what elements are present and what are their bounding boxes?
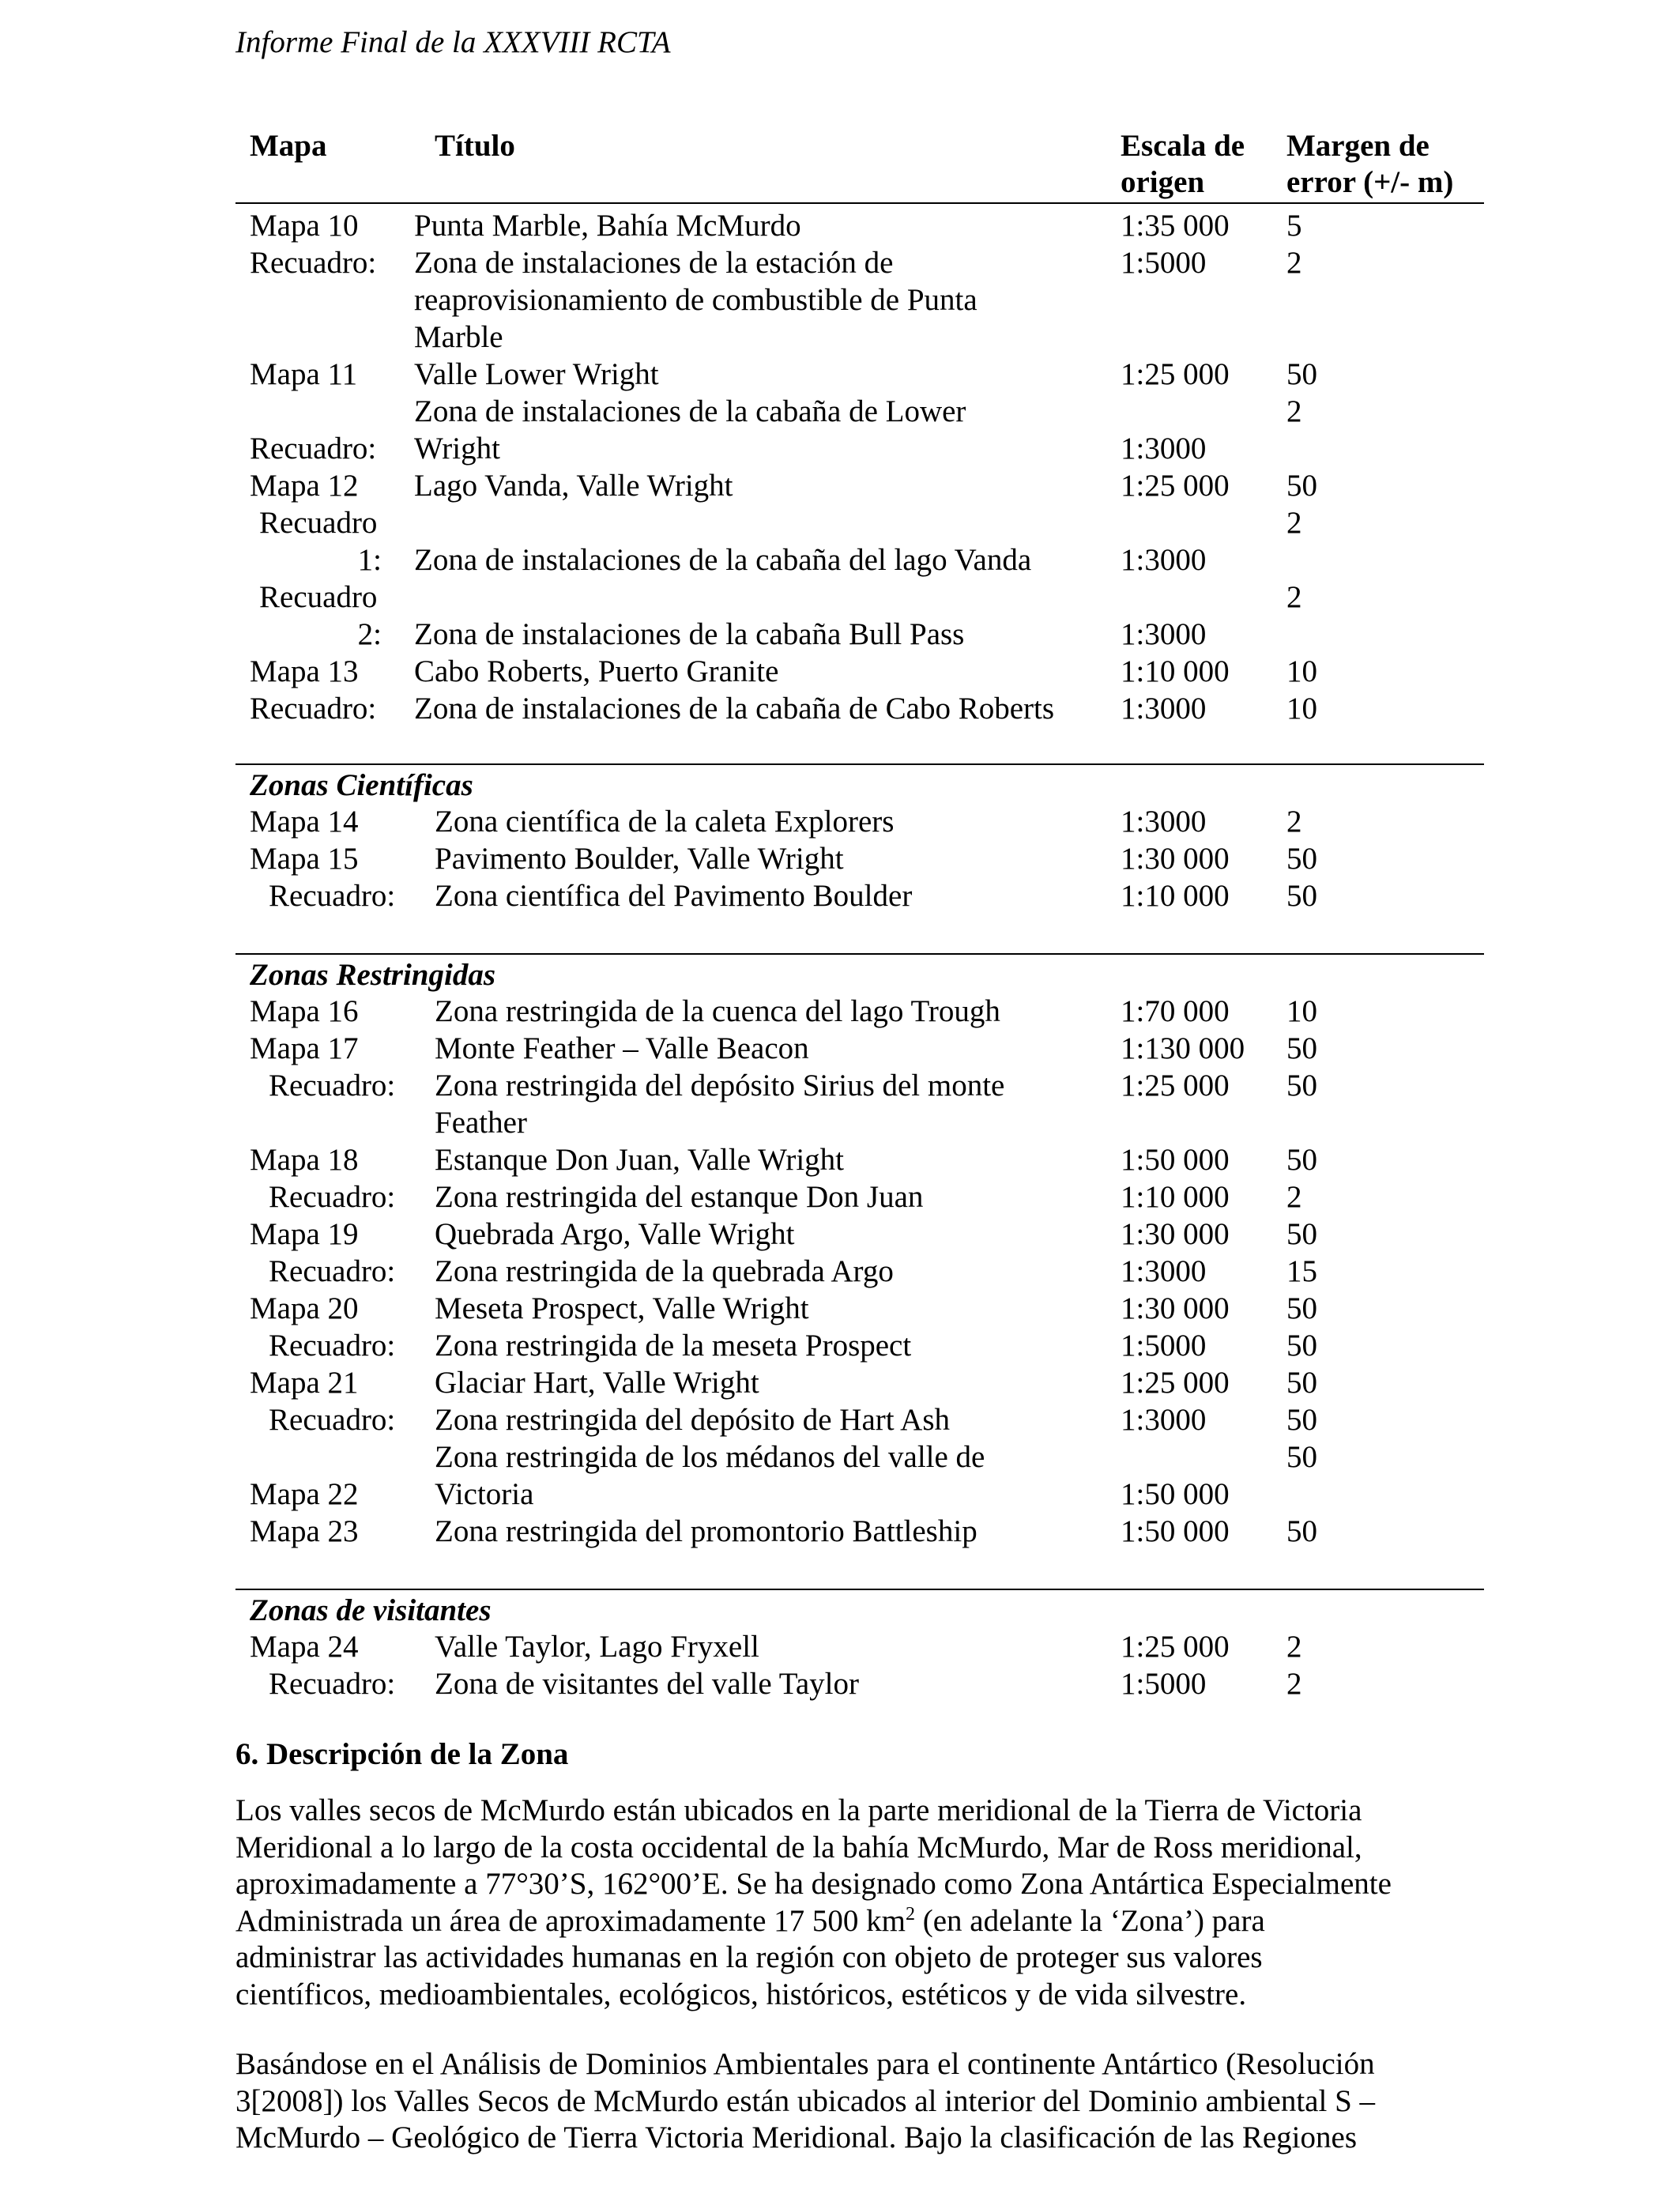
error-cell: 2 [1286, 394, 1302, 428]
scale-cell: 1:3000 [1121, 543, 1207, 577]
paragraph-line: Basándose en el Análisis de Dominios Ambientales para el continente Antártico (Resolución [235, 2047, 1375, 2081]
title-cell: Pavimento Boulder, Valle Wright [435, 842, 844, 876]
map-cell: Mapa 19 [250, 1217, 359, 1251]
title-cell: Punta Marble, Bahía McMurdo [414, 209, 801, 243]
map-cell: Mapa 17 [250, 1031, 359, 1065]
title-cell: Zona de instalaciones de la cabaña Bull Pass [414, 617, 965, 651]
scale-cell: 1:3000 [1121, 805, 1207, 839]
superscript: 2 [905, 1903, 915, 1924]
title-cell: Meseta Prospect, Valle Wright [435, 1291, 809, 1325]
paragraph-1 [235, 1793, 1484, 2013]
paragraph-line: científicos, medioambientales, ecológicos, históricos, estéticos y de vida silvestre. [235, 1977, 1247, 2011]
map-cell: Recuadro: [269, 1329, 396, 1363]
title-cell: Valle Taylor, Lago Fryxell [435, 1630, 759, 1664]
error-cell: 15 [1286, 1254, 1317, 1288]
section-title: Zonas Restringidas [250, 958, 495, 992]
map-cell: 1: [357, 543, 382, 577]
map-cell: Mapa 12 [250, 469, 359, 503]
map-cell: Recuadro [259, 580, 378, 614]
scale-cell: 1:30 000 [1121, 842, 1230, 876]
map-cell: Mapa 10 [250, 209, 359, 243]
scale-cell: 1:50 000 [1121, 1143, 1230, 1177]
error-cell: 50 [1286, 1031, 1317, 1065]
error-cell: 2 [1286, 1630, 1302, 1664]
paragraph-line: aproximadamente a 77°30’S, 162°00’E. Se ha designado como Zona Antártica Especialmente [235, 1867, 1392, 1901]
error-cell: 2 [1286, 506, 1302, 540]
section-title: Zonas Científicas [250, 768, 473, 802]
col-header-margen [1286, 128, 1453, 201]
paragraph-line: McMurdo – Geológico de Tierra Victoria Meridional. Bajo la clasificación de las Regiones [235, 2120, 1358, 2154]
scale-cell: 1:3000 [1121, 432, 1207, 466]
error-cell: 50 [1286, 842, 1317, 876]
title-cell: Zona restringida del depósito Sirius del monte [435, 1069, 1005, 1103]
header-rule [235, 202, 1484, 204]
title-cell: Zona restringida del promontorio Battleship [435, 1514, 977, 1548]
map-cell: Recuadro [259, 506, 378, 540]
title-cell: Victoria [435, 1477, 534, 1511]
map-cell: Recuadro: [250, 246, 377, 280]
title-cell: Quebrada Argo, Valle Wright [435, 1217, 795, 1251]
map-cell: Mapa 18 [250, 1143, 359, 1177]
map-cell: Recuadro: [269, 1069, 396, 1103]
title-cell: Zona de instalaciones de la cabaña del lago Vanda [414, 543, 1032, 577]
map-cell: Mapa 23 [250, 1514, 359, 1548]
title-cell: reaprovisionamiento de combustible de Punta [414, 283, 977, 317]
col-header-mapa: Mapa [250, 129, 327, 163]
error-cell: 50 [1286, 879, 1317, 913]
scale-cell: 1:5000 [1121, 1329, 1207, 1363]
title-cell: Zona científica de la caleta Explorers [435, 805, 895, 839]
error-cell: 50 [1286, 1403, 1317, 1437]
scale-cell: 1:130 000 [1121, 1031, 1245, 1065]
title-cell: Glaciar Hart, Valle Wright [435, 1366, 759, 1400]
map-cell: Mapa 20 [250, 1291, 359, 1325]
scale-cell: 1:35 000 [1121, 209, 1230, 243]
scale-cell: 1:25 000 [1121, 357, 1230, 391]
section-heading: 6. Descripción de la Zona [235, 1737, 569, 1771]
error-cell: 2 [1286, 1180, 1302, 1214]
title-cell: Zona de instalaciones de la cabaña de Cabo Roberts [414, 692, 1055, 726]
paragraph-line [235, 1903, 1484, 1940]
map-cell: Mapa 13 [250, 654, 359, 688]
scale-cell: 1:25 000 [1121, 1630, 1230, 1664]
section-rule [235, 1589, 1484, 1590]
title-cell: Zona de instalaciones de la estación de [414, 246, 894, 280]
running-header: Informe Final de la XXXVIII RCTA [235, 25, 671, 59]
error-cell: 50 [1286, 1366, 1317, 1400]
col-header-escala-line2: origen [1121, 165, 1205, 199]
paragraph-line: Meridional a lo largo de la costa occidental de la bahía McMurdo, Mar de Ross meridional, [235, 1830, 1362, 1864]
title-cell: Monte Feather – Valle Beacon [435, 1031, 809, 1065]
paragraph-2 [235, 2046, 1484, 2157]
scale-cell: 1:3000 [1121, 1254, 1207, 1288]
paragraph-text: Administrada un área de aproximadamente 17 500 km [235, 1903, 906, 1938]
paragraph-line: administrar las actividades humanas en la región con objeto de proteger sus valores [235, 1940, 1263, 1974]
paragraph-text: (en adelante la ‘Zona’) para [914, 1903, 1265, 1938]
map-cell: Mapa 21 [250, 1366, 359, 1400]
map-cell: Recuadro: [269, 879, 396, 913]
title-cell: Zona restringida de la quebrada Argo [435, 1254, 894, 1288]
error-cell: 50 [1286, 1217, 1317, 1251]
title-cell: Lago Vanda, Valle Wright [414, 469, 733, 503]
col-header-escala [1121, 128, 1245, 201]
title-cell: Zona restringida de los médanos del valle de [435, 1440, 985, 1474]
title-cell: Zona restringida del estanque Don Juan [435, 1180, 924, 1214]
scale-cell: 1:70 000 [1121, 994, 1230, 1028]
map-cell: Recuadro: [269, 1254, 396, 1288]
error-cell: 50 [1286, 469, 1317, 503]
error-cell: 2 [1286, 246, 1302, 280]
map-cell: Recuadro: [250, 432, 377, 466]
scale-cell: 1:3000 [1121, 617, 1207, 651]
error-cell: 50 [1286, 1440, 1317, 1474]
title-cell: Cabo Roberts, Puerto Granite [414, 654, 779, 688]
map-cell: Recuadro: [269, 1667, 396, 1701]
error-cell: 2 [1286, 1667, 1302, 1701]
section-rule [235, 953, 1484, 955]
scale-cell: 1:25 000 [1121, 1069, 1230, 1103]
map-cell: Mapa 22 [250, 1477, 359, 1511]
scale-cell: 1:3000 [1121, 1403, 1207, 1437]
scale-cell: 1:25 000 [1121, 469, 1230, 503]
map-cell: Mapa 11 [250, 357, 358, 391]
error-cell: 50 [1286, 1514, 1317, 1548]
error-cell: 50 [1286, 357, 1317, 391]
map-cell: Mapa 16 [250, 994, 359, 1028]
title-cell: Marble [414, 320, 503, 354]
error-cell: 50 [1286, 1329, 1317, 1363]
scale-cell: 1:5000 [1121, 1667, 1207, 1701]
error-cell: 10 [1286, 994, 1317, 1028]
error-cell: 5 [1286, 209, 1302, 243]
error-cell: 10 [1286, 692, 1317, 726]
scale-cell: 1:50 000 [1121, 1514, 1230, 1548]
col-header-margen-line2: error (+/- m) [1286, 165, 1454, 199]
map-cell: 2: [357, 617, 382, 651]
scale-cell: 1:30 000 [1121, 1217, 1230, 1251]
col-header-titulo: Título [435, 129, 515, 163]
map-cell: Recuadro: [269, 1403, 396, 1437]
col-header-escala-line1: Escala de [1121, 129, 1245, 163]
error-cell: 10 [1286, 654, 1317, 688]
title-cell: Zona restringida de la cuenca del lago Trough [435, 994, 1000, 1028]
title-cell: Feather [435, 1106, 527, 1140]
paragraph-line: 3[2008]) los Valles Secos de McMurdo están ubicados al interior del Dominio ambiental S – [235, 2083, 1376, 2118]
paragraph-line: Los valles secos de McMurdo están ubicados en la parte meridional de la Tierra de Victoria [235, 1793, 1362, 1827]
error-cell: 2 [1286, 580, 1302, 614]
scale-cell: 1:50 000 [1121, 1477, 1230, 1511]
scale-cell: 1:30 000 [1121, 1291, 1230, 1325]
map-cell: Mapa 14 [250, 805, 359, 839]
title-cell: Valle Lower Wright [414, 357, 659, 391]
scale-cell: 1:3000 [1121, 692, 1207, 726]
title-cell: Wright [414, 432, 500, 466]
section-title: Zonas de visitantes [250, 1593, 492, 1627]
title-cell: Zona restringida de la meseta Prospect [435, 1329, 912, 1363]
scale-cell: 1:10 000 [1121, 1180, 1230, 1214]
map-cell: Mapa 24 [250, 1630, 359, 1664]
col-header-margen-line1: Margen de [1286, 129, 1430, 163]
title-cell: Estanque Don Juan, Valle Wright [435, 1143, 844, 1177]
scale-cell: 1:5000 [1121, 246, 1207, 280]
error-cell: 50 [1286, 1143, 1317, 1177]
map-cell: Mapa 15 [250, 842, 359, 876]
scale-cell: 1:10 000 [1121, 654, 1230, 688]
title-cell: Zona restringida del depósito de Hart Ash [435, 1403, 951, 1437]
error-cell: 50 [1286, 1069, 1317, 1103]
map-cell: Recuadro: [250, 692, 377, 726]
scale-cell: 1:25 000 [1121, 1366, 1230, 1400]
title-cell: Zona científica del Pavimento Boulder [435, 879, 913, 913]
error-cell: 2 [1286, 805, 1302, 839]
title-cell: Zona de visitantes del valle Taylor [435, 1667, 859, 1701]
section-rule [235, 763, 1484, 765]
map-cell: Recuadro: [269, 1180, 396, 1214]
error-cell: 50 [1286, 1291, 1317, 1325]
title-cell: Zona de instalaciones de la cabaña de Lower [414, 394, 966, 428]
scale-cell: 1:10 000 [1121, 879, 1230, 913]
